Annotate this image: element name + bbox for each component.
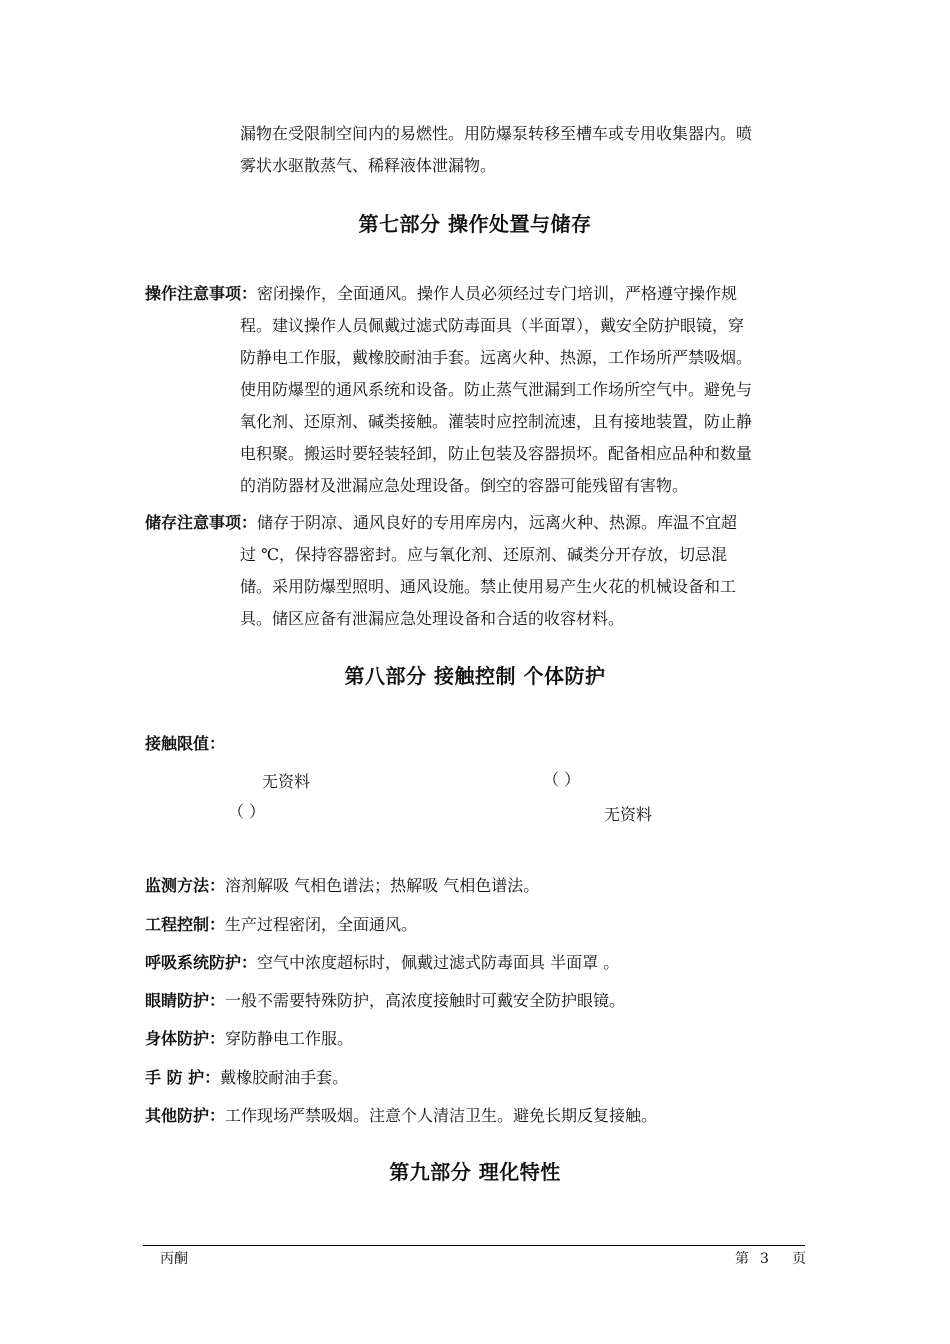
protection-item [145,1105,657,1127]
item-value: 戴橡胶耐油手套。 [220,1068,349,1087]
operation-label: 操作注意事项： [145,284,258,303]
paragraph-line: 漏物在受限制空间内的易燃性。用防爆泵转移至槽车或专用收集器内。喷 [240,124,753,143]
item-value: 一般不需要特殊防护，高浓度接触时可戴安全防护眼镜。 [225,991,626,1010]
protection-item [145,875,539,897]
item-label: 手 防 护： [145,1068,221,1087]
section6-continuation [240,118,752,182]
exposure-limit-label: 接触限值： [145,734,226,753]
paragraph-line: 具。储区应备有泄漏应急处理设备和合适的收容材料。 [240,609,625,628]
paragraph-line: 防静电工作服，戴橡胶耐油手套。远离火种、热源，工作场所严禁吸烟。 [240,348,753,367]
item-value: 空气中浓度超标时，佩戴过滤式防毒面具 半面罩 。 [257,953,620,972]
storage-label: 储存注意事项： [145,513,258,532]
exposure-right-value: 无资料 [604,805,653,824]
paragraph-line: 程。建议操作人员佩戴过滤式防毒面具（半面罩），戴安全防护眼镜，穿 [240,316,745,335]
footer-doc-name: 丙酮 [160,1251,188,1267]
footer-page-prefix: 第 [735,1251,749,1267]
exposure-left-paren: （ ） [228,802,266,821]
exposure-right-paren: （ ） [543,770,581,789]
item-label: 身体防护： [145,1029,226,1048]
storage-notes [145,507,737,635]
item-value: 穿防静电工作服。 [225,1029,354,1048]
paragraph-line: 储存于阴凉、通风良好的专用库房内，远离火种、热源。库温不宜超 [257,513,738,532]
protection-item [145,952,619,974]
paragraph-line: 过 ℃，保持容器密封。应与氧化剂、还原剂、碱类分开存放，切忌混 [240,545,727,564]
footer-divider [143,1245,805,1246]
section7-title: 第七部分 操作处置与储存 [358,212,592,236]
footer-page-number: 3 [760,1251,769,1267]
item-label: 工程控制： [145,915,226,934]
item-label: 监测方法： [145,876,226,895]
item-label: 其他防护： [145,1106,226,1125]
paragraph-line: 氧化剂、还原剂、碱类接触。灌装时应控制流速，且有接地装置，防止静 [240,412,753,431]
paragraph-line: 使用防爆型的通风系统和设备。防止蒸气泄漏到工作场所空气中。避免与 [240,380,753,399]
protection-item [145,1067,348,1089]
item-value: 生产过程密闭，全面通风。 [225,915,418,934]
section9-title: 第九部分 理化特性 [389,1160,561,1184]
protection-item [145,914,417,936]
protection-item [145,990,625,1012]
paragraph-line: 密闭操作，全面通风。操作人员必须经过专门培训，严格遵守操作规 [257,284,738,303]
item-label: 呼吸系统防护： [145,953,258,972]
paragraph-line: 的消防器材及泄漏应急处理设备。倒空的容器可能残留有害物。 [240,476,689,495]
operation-notes [145,278,752,502]
item-value: 工作现场严禁吸烟。注意个人清洁卫生。避免长期反复接触。 [225,1106,658,1125]
footer-page-suffix: 页 [792,1251,806,1267]
paragraph-line: 雾状水驱散蒸气、稀释液体泄漏物。 [240,156,497,175]
protection-item [145,1028,353,1050]
paragraph-line: 储。采用防爆型照明、通风设施。禁止使用易产生火花的机械设备和工 [240,577,737,596]
item-value: 溶剂解吸 气相色谱法；热解吸 气相色谱法。 [225,876,540,895]
section8-title: 第八部分 接触控制 个体防护 [344,664,606,688]
item-label: 眼睛防护： [145,991,226,1010]
exposure-left-value: 无资料 [262,772,311,791]
paragraph-line: 电积聚。搬运时要轻装轻卸，防止包装及容器损坏。配备相应品种和数量 [240,444,753,463]
